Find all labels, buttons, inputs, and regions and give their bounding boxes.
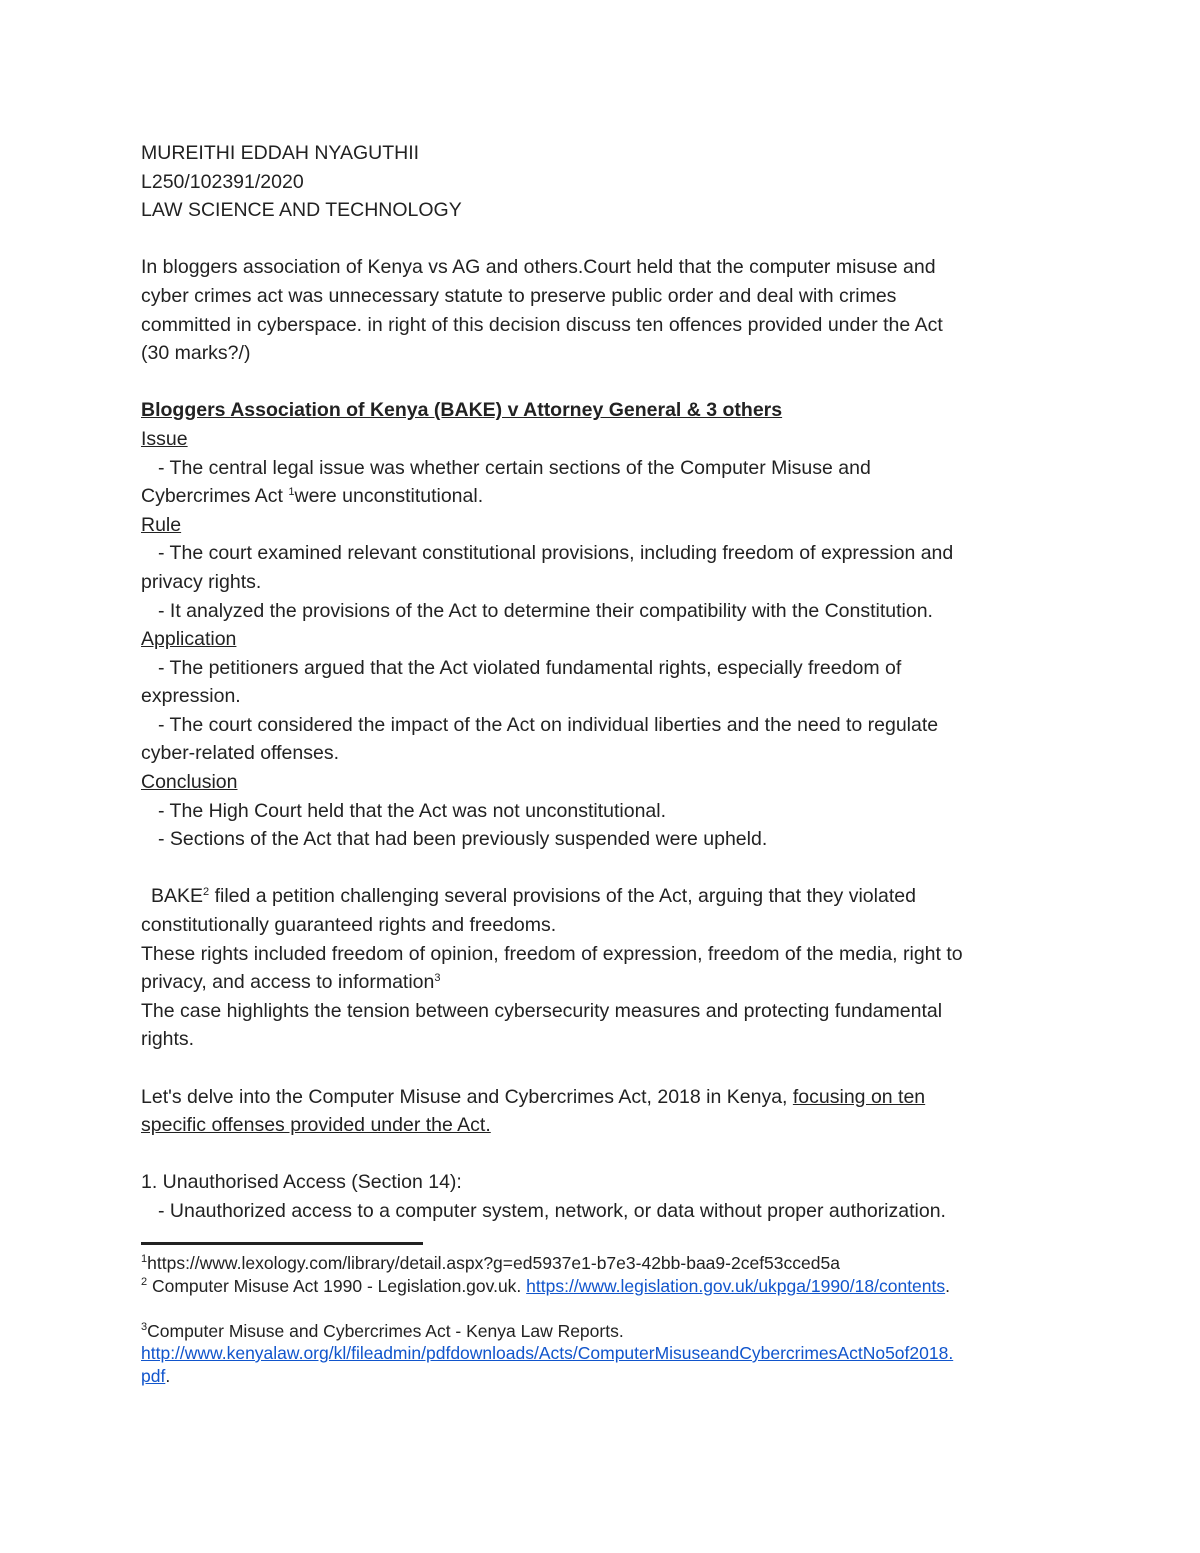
rule-heading: Rule: [141, 513, 182, 536]
delve-paragraph-cont: specific offenses provided under the Act.: [141, 1114, 491, 1137]
rule-text-2: - It analyzed the provisions of the Act to determine their compatibility with the Constitution.: [158, 599, 933, 622]
conclusion-heading: Conclusion: [141, 771, 238, 794]
rule-text-1-cont: privacy rights.: [141, 570, 262, 593]
bake-paragraph-cont: constitutionally guaranteed rights and freedoms.: [141, 914, 557, 937]
question-paragraph: In bloggers association of Kenya vs AG and others.Court held that the computer misuse and cyber crimes act was unnecessary statute to preserve public order and deal with crimes committed in cyberspace. in right of this decision discuss ten offences provided under the Act (30 marks?/): [141, 256, 943, 365]
rule-text-1: - The court examined relevant constitutional provisions, including freedom of expression and: [158, 542, 954, 565]
issue-text: - The central legal issue was whether certain sections of the Computer Misuse and: [158, 456, 871, 479]
footnote-ref-3[interactable]: 3: [434, 972, 441, 985]
rights-paragraph: These rights included freedom of opinion, freedom of expression, freedom of the media, right to: [141, 942, 963, 965]
footnote-ref-1[interactable]: 1: [288, 486, 295, 499]
footnotes: [141, 1252, 1061, 1387]
student-name: MUREITHI EDDAH NYAGUTHII: [141, 142, 420, 164]
conclusion-text-1: - The High Court held that the Act was not unconstitutional.: [158, 799, 667, 822]
footnote-2: $^2$ Computer Misuse Act 1990 - Legislation.gov.uk. https://www.legislation.gov.uk/ukpga/1990/18/contents.: [141, 1275, 951, 1296]
registration-number: L250/102391/2020: [141, 170, 304, 193]
application-text-2: - The court considered the impact of the Act on individual liberties and the need to regulate: [158, 713, 939, 736]
footnote-3-link-cont[interactable]: pdf: [141, 1365, 166, 1386]
footnote-1: $^1$https://www.lexology.com/library/detail.aspx?g=ed5937e1-b7e3-42bb-baa9-2cef53cced5a: [141, 1253, 840, 1273]
delve-paragraph: Let's delve into the Computer Misuse and Cybercrimes Act, 2018 in Kenya, focusing on ten: [141, 1085, 926, 1108]
offence-1-title: 1. Unauthorised Access (Section 14):: [141, 1171, 462, 1194]
footnote-3: $^3$Computer Misuse and Cybercrimes Act - Kenya Law Reports.: [141, 1320, 624, 1341]
issue-text-cont: Cybercrimes Act $^1$were unconstitutional.: [141, 485, 484, 508]
rights-paragraph-cont: privacy, and access to information$^3$: [141, 971, 441, 994]
application-heading: Application: [141, 628, 237, 651]
footnote-ref-2[interactable]: 2: [203, 886, 210, 899]
case-title: Bloggers Association of Kenya (BAKE) v Attorney General & 3 others: [141, 399, 783, 422]
tension-paragraph-cont: rights.: [141, 1028, 195, 1051]
footnote-2-link[interactable]: https://www.legislation.gov.uk/ukpga/1990/18/contents: [526, 1275, 946, 1296]
tension-paragraph: The case highlights the tension between cybersecurity measures and protecting fundamental: [141, 999, 943, 1022]
issue-heading: Issue: [141, 427, 188, 450]
application-text-1: - The petitioners argued that the Act violated fundamental rights, especially freedom of: [158, 656, 902, 679]
footnote-separator: [141, 1242, 423, 1245]
offence-1-description: - Unauthorized access to a computer system, network, or data without proper authorization.: [158, 1199, 946, 1222]
document-body: [141, 139, 1061, 1226]
footnote-3-link-line-2: pdf.: [141, 1365, 171, 1386]
bake-paragraph: BAKE$^2$ filed a petition challenging several provisions of the Act, arguing that they violated: [151, 885, 916, 908]
application-text-2-cont: cyber-related offenses.: [141, 742, 339, 765]
footnote-3-link[interactable]: http://www.kenyalaw.org/kl/fileadmin/pdfdownloads/Acts/ComputerMisuseandCybercrimesActNo5of2018.: [141, 1343, 954, 1363]
footnote-3-link-line: [141, 1342, 1061, 1365]
conclusion-text-2: - Sections of the Act that had been previously suspended were upheld.: [158, 828, 768, 851]
application-text-1-cont: expression.: [141, 685, 241, 708]
course-title: LAW SCIENCE AND TECHNOLOGY: [141, 199, 462, 222]
